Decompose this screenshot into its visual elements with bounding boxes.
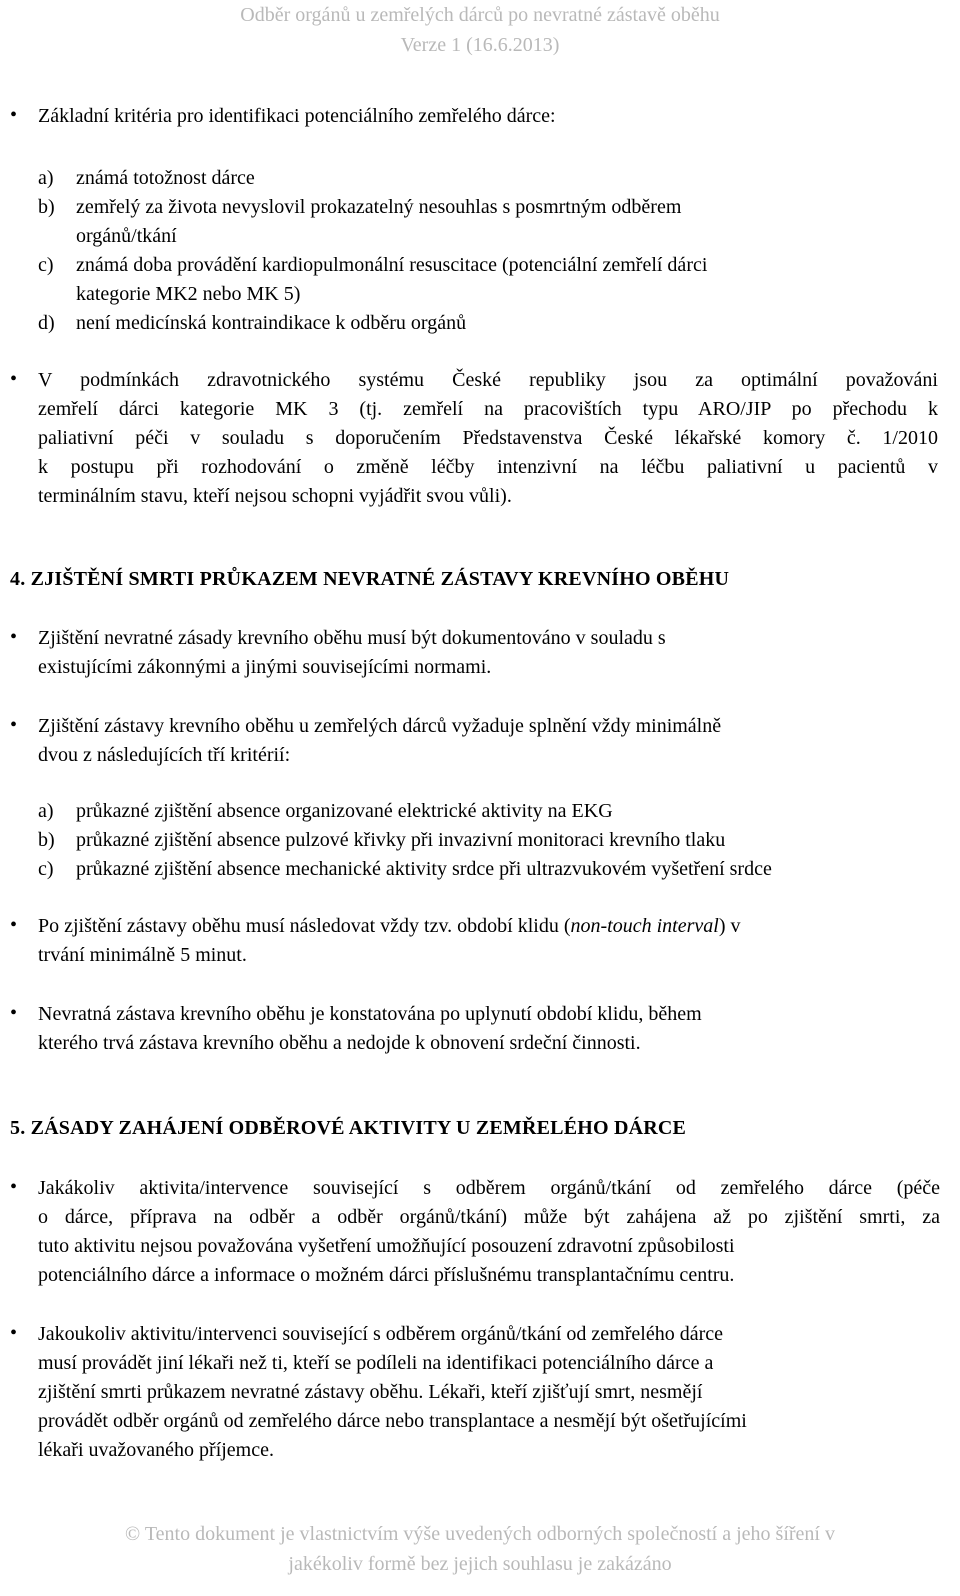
paragraph-line: terminálním stavu, kteří nejsou schopni vyjádřit svou vůli). [38,485,512,507]
paragraph-line: Zjištění nevratné zásady krevního oběhu musí být dokumentováno v souladu s [38,627,666,649]
paragraph-line: kterého trvá zástava krevního oběhu a nedojde k obnovení srdeční činnosti. [38,1032,641,1054]
list-item-text: známá totožnost dárce [76,167,255,189]
paragraph-line: o dárce, příprava na odběr a odběr orgánů/tkání) může být zahájena až po zjištění smrti, za [38,1206,940,1228]
paragraph-line: potenciálního dárce a informace o možném dárci příslušnému transplantačnímu centru. [38,1264,735,1286]
paragraph-line: musí provádět jiní lékaři než ti, kteří se podíleli na identifikaci potenciálního dárce a [38,1352,714,1374]
paragraph-line: Zjištění zástavy krevního oběhu u zemřelých dárců vyžaduje splnění vždy minimálně [38,715,722,737]
list-item-text: průkazné zjištění absence mechanické aktivity srdce při ultrazvukovém vyšetření srdce [76,858,772,880]
bullet-icon [10,624,22,636]
copyright-line: © Tento dokument je vlastnictvím výše uvedených odborných společností a jeho šíření v [125,1523,835,1545]
list-item-text: průkazné zjištění absence organizované elektrické aktivity na EKG [76,800,613,822]
criteria-intro-text: Základní kritéria pro identifikaci potenciálního zemřelého dárce: [38,105,556,127]
paragraph-line: existujícími zákonnými a jinými souvisejícími normami. [38,656,492,678]
list-item-text: známá doba provádění kardiopulmonální resuscitace (potenciální zemřelí dárci [76,254,708,276]
paragraph-line: Jakoukoliv aktivitu/intervenci související s odběrem orgánů/tkání od zemřelého dárce [38,1323,723,1345]
bullet-icon [10,912,22,924]
list-item-text: zemřelý za života nevyslovil prokazatelný nesouhlas s posmrtným odběrem [76,196,682,218]
section-4-heading: 4. ZJIŠTĚNÍ SMRTI PRŮKAZEM NEVRATNÉ ZÁSTAVY KREVNÍHO OBĚHU [10,568,730,590]
list-item-label: d) [38,312,55,334]
list-item-text: není medicínská kontraindikace k odběru orgánů [76,312,467,334]
page-header [0,0,960,60]
paragraph-line: provádět odběr orgánů od zemřelého dárce nebo transplantace a nesmějí být ošetřujícími [38,1410,747,1432]
list-item-label: a) [38,167,54,189]
bullet-icon [10,1000,22,1012]
bullet-icon [10,1320,22,1332]
paragraph-line: lékaři uvažovaného příjemce. [38,1439,274,1461]
bullet-icon [10,1174,22,1186]
list-item-label: b) [38,196,55,218]
list-item-text: kategorie MK2 nebo MK 5) [76,283,301,305]
paragraph-line: zjištění smrti průkazem nevratné zástavy oběhu. Lékaři, kteří zjišťují smrt, nesmějí [38,1381,703,1403]
text-run: ) v [718,915,741,937]
paragraph-line: tuto aktivitu nejsou považována vyšetření umožňující posouzení zdravotní způsobilosti [38,1235,735,1257]
section-5-heading: 5. ZÁSADY ZAHÁJENÍ ODBĚROVÉ AKTIVITY U ZEMŘELÉHO DÁRCE [10,1117,687,1139]
paragraph-line: V podmínkách zdravotnického systému České republiky jsou za optimální považováni [38,369,938,391]
paragraph-line: dvou z následujících tří kritérií: [38,744,291,766]
copyright-line: jakékoliv formě bez jejich souhlasu je zakázáno [288,1553,672,1575]
list-item-text: průkazné zjištění absence pulzové křivky při invazivní monitoraci krevního tlaku [76,829,726,851]
list-item-label: c) [38,858,54,880]
bullet-icon [10,102,22,114]
text-run: Po zjištění zástavy oběhu musí následovat vždy tzv. období klidu ( [38,915,571,937]
paragraph-line [38,912,918,941]
bullet-icon [10,712,22,724]
paragraph-line: trvání minimálně 5 minut. [38,944,247,966]
paragraph-line: paliativní péči v souladu s doporučením Představenstva České lékařské komory č. 1/2010 [38,427,938,449]
italic-term: non-touch interval [570,915,719,937]
list-item-label: b) [38,829,55,851]
criteria-list [38,164,938,334]
paragraph-line: k postupu při rozhodování o změně léčby intenzivní na léčbu paliativní u pacientů v [38,456,938,478]
paragraph-line: zemřelí dárci kategorie MK 3 (tj. zemřelí na pracovištích typu ARO/JIP po přechodu k [38,398,938,420]
list-item-label: c) [38,254,54,276]
document-title: Odběr orgánů u zemřelých dárců po nevratné zástavě oběhu [240,4,720,26]
document-version: Verze 1 (16.6.2013) [400,34,560,56]
page-footer [0,1519,960,1579]
bullet-icon [10,366,22,378]
paragraph-line: Jakákoliv aktivita/intervence související s odběrem orgánů/tkání od zemřelého dárce (péče [38,1177,940,1199]
paragraph-line: Nevratná zástava krevního oběhu je konstatována po uplynutí období klidu, během [38,1003,702,1025]
list-item-label: a) [38,800,54,822]
list-item-text: orgánů/tkání [76,225,177,247]
